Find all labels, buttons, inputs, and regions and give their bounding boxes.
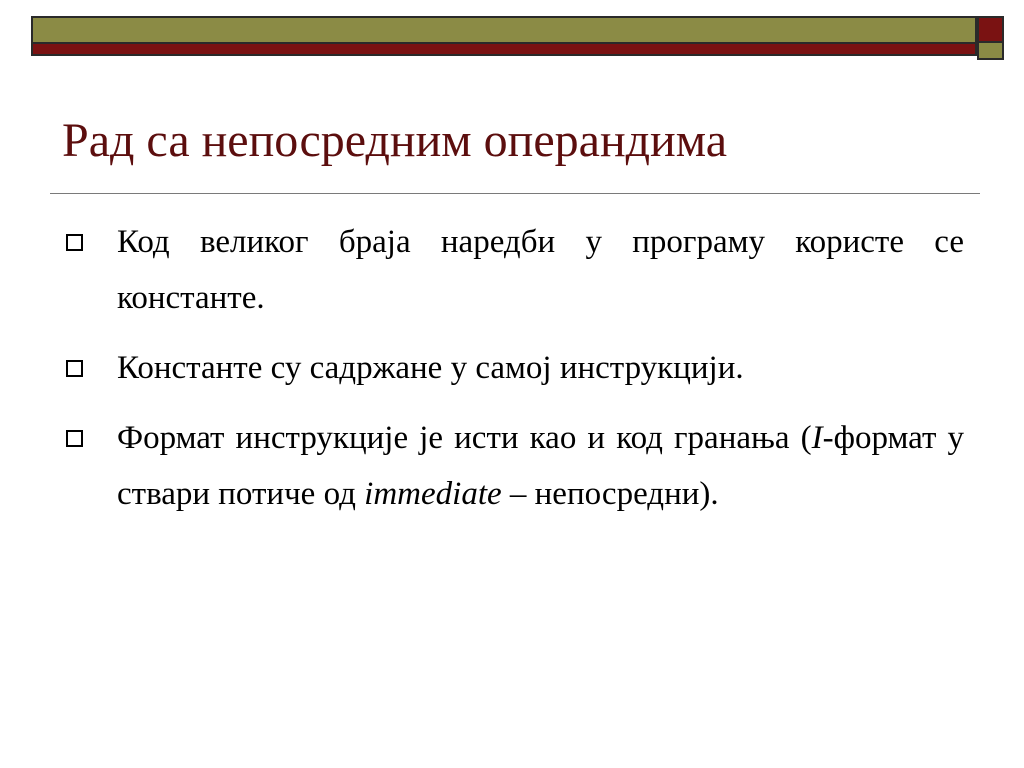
hollow-square-bullet-icon	[66, 430, 83, 447]
bullet-text: Код великог браја наредби у програму користе се константе.	[117, 224, 964, 316]
bullet-text-part: Формат инструкције је исти као и код гранања (	[117, 420, 812, 456]
slide-title: Рад са непосредним операндима	[62, 114, 728, 167]
corner-olive-square	[977, 41, 1004, 60]
bullet-text-italic: immediate	[364, 476, 502, 512]
header-olive-stripe	[33, 18, 975, 44]
bullet-item	[62, 214, 964, 326]
title-divider	[50, 193, 980, 194]
bullet-item	[62, 410, 964, 522]
bullet-text-part: -формат у ствари потиче од	[117, 420, 965, 512]
bullet-list	[62, 214, 964, 536]
header-maroon-stripe	[33, 44, 975, 54]
corner-maroon-square	[977, 16, 1004, 43]
bullet-item	[62, 340, 964, 396]
bullet-text: Константе су садржане у самој инструкцији.	[117, 350, 744, 386]
header-decoration-bar	[31, 16, 977, 56]
bullet-text-part: – непосредни).	[501, 476, 719, 512]
bullet-text	[117, 420, 964, 512]
hollow-square-bullet-icon	[66, 234, 83, 251]
bullet-text-italic: I	[811, 420, 823, 456]
hollow-square-bullet-icon	[66, 360, 83, 377]
